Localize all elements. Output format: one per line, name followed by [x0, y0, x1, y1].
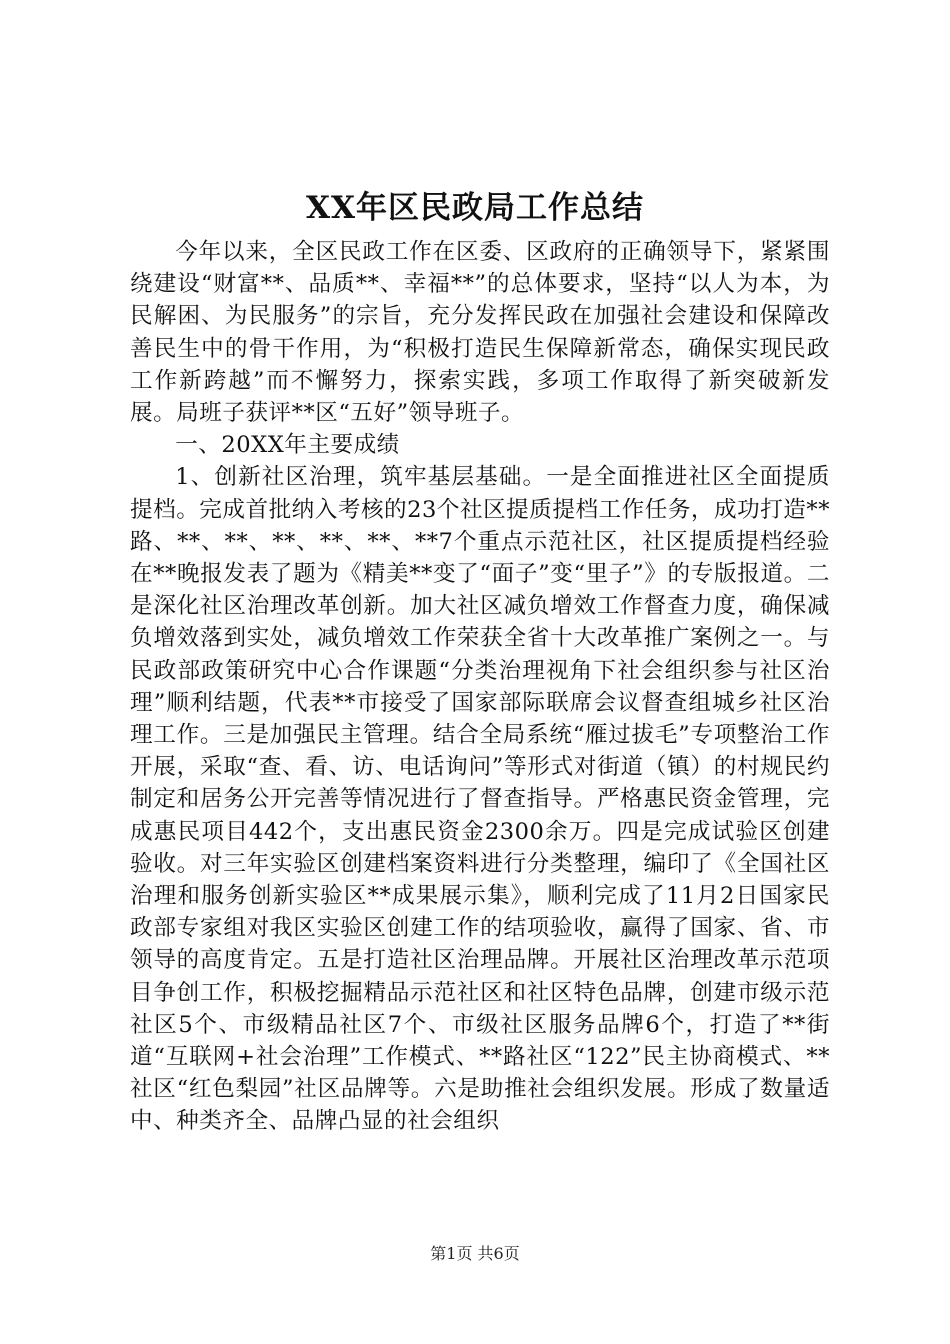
intro-paragraph: 今年以来，全区民政工作在区委、区政府的正确领导下，紧紧围绕建设“财富**、品质**、幸福**”的总体要求，坚持“以人为本，为民解困、为民服务”的宗旨，充分发挥民政在加强社会建设和保障改善民生中的骨干作用，为“积极打造民生保障新常态，确保实现民政工作新跨越”而不懈努力，探索实践，多项工作取得了新突破新发展。局班子获评**区“五好”领导班子。	[130, 239, 830, 427]
document-title: XX年区民政局工作总结	[305, 190, 645, 226]
document-body	[130, 236, 830, 1138]
body-paragraph: 1、创新社区治理，筑牢基层基础。一是全面推进社区全面提质提档。完成首批纳入考核的23个社区提质提档工作任务，成功打造**路、**、**、**、**、**、**7个重点示范社区，社区提质提档经验在**晚报发表了题为《精美**变了“面子”变“里子”》的专版报道。二是深化社区治理改革创新。加大社区减负增效工作督查力度，确保减负增效落到实处，减负增效工作荣获全省十大改革推广案例之一。与民政部政策研究中心合作课题“分类治理视角下社会组织参与社区治理”顺利结题，代表**市接受了国家部际联席会议督查组城乡社区治理工作。三是加强民主管理。结合全局系统“雁过拔毛”专项整治工作开展，采取“查、看、访、电话询问”等形式对街道（镇）的村规民约制定和居务公开完善等情况进行了督查指导。严格惠民资金管理，完成惠民项目442个，支出惠民资金2300余万。四是完成试验区创建验收。对三年实验区创建档案资料进行分类整理，编印了《全国社区治理和服务创新实验区**成果展示集》，顺利完成了11月2日国家民政部专家组对我区实验区创建工作的结项验收，赢得了国家、省、市领导的高度肯定。五是打造社区治理品牌。开展社区治理改革示范项目争创工作，积极挖掘精品示范社区和社区特色品牌，创建市级示范社区5个、市级精品社区7个、市级社区服务品牌6个，打造了**街道“互联网+社会治理”工作模式、**路社区“122”民主协商模式、**社区“红色梨园”社区品牌等。六是助推社会组织发展。形成了数量适中、种类齐全、品牌凸显的社会组织	[130, 464, 830, 1135]
section-heading: 一、20XX年主要成绩	[175, 432, 400, 459]
page-footer: 第1页 共6页	[430, 1244, 520, 1263]
